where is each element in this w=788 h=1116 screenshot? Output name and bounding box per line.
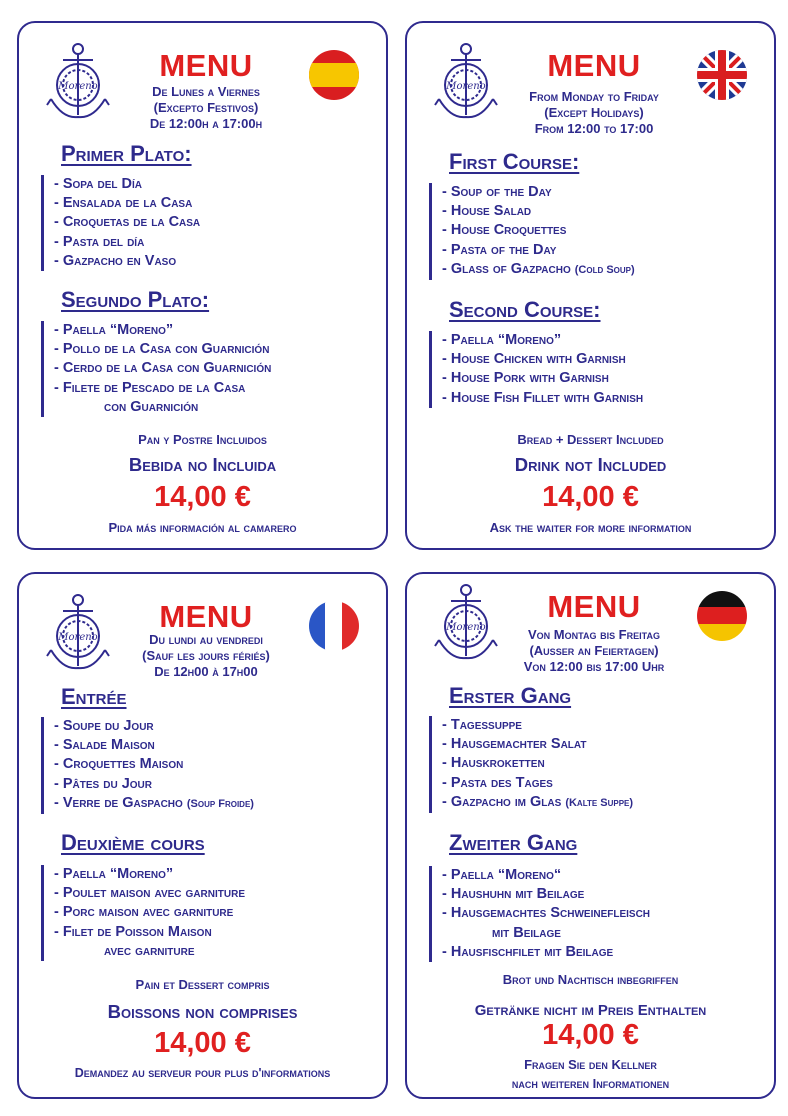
list-item: - Hausgemachtes Schweinefleisch — [442, 905, 651, 922]
list-item: mit Beilage — [492, 924, 561, 941]
waiter-info: Demandez au serveur pour plus d'informations — [74, 1066, 331, 1080]
menu-title: MENU — [159, 599, 253, 634]
list-item: - Hausfischfilet mit Beilage — [442, 943, 614, 960]
drink-note: Drink not Included — [514, 454, 667, 475]
second-course-title: Second Course: — [449, 297, 601, 322]
menu-card-german — [405, 572, 776, 1099]
menu-title: MENU — [547, 48, 641, 83]
included-note: Pan y Postre Incluidos — [138, 432, 267, 447]
included-note: Pain et Dessert compris — [135, 977, 270, 992]
included-note: Brot und Nachtisch inbegriffen — [502, 972, 679, 987]
spain-flag-icon — [308, 49, 360, 101]
anchor-logo-icon — [431, 41, 501, 123]
price: 14,00 € — [154, 1027, 251, 1059]
list-item: - Haushuhn mit Beilage — [442, 886, 585, 903]
list-item: - Croquetas de la Casa — [54, 214, 201, 231]
list-item: - Verre de Gaspacho (Soup Froide) — [54, 794, 254, 811]
price: 14,00 € — [154, 481, 251, 513]
uk-flag-icon — [696, 49, 748, 101]
price: 14,00 € — [542, 481, 639, 513]
list-item: - Paella “Moreno” — [442, 332, 562, 348]
list-item: - Paella “Moreno“ — [442, 867, 562, 883]
list-item: - Croquettes Maison — [54, 756, 184, 773]
price: 14,00 € — [542, 1019, 639, 1051]
list-item: - House Chicken with Garnish — [442, 351, 626, 368]
list-item: - Paella “Moreno” — [54, 866, 174, 882]
menu-card-spanish — [17, 21, 388, 550]
list-item: avec garniture — [104, 942, 195, 959]
svg-text:Moreno: Moreno — [446, 81, 486, 92]
anchor-logo-icon — [43, 41, 113, 123]
second-course-list — [41, 321, 271, 417]
menu-schedule: Von Montag bis Freitag (Außer an Feiertagen) Von 12:00 bis 17:00 Uhr — [523, 627, 665, 674]
menu-schedule: From Monday to Friday (Except Holidays) From 12:00 to 17:00 — [529, 89, 659, 136]
svg-text:Moreno: Moreno — [58, 81, 98, 92]
anchor-logo-icon — [431, 582, 501, 664]
first-course-list — [429, 716, 633, 813]
menu-card-english — [405, 21, 776, 550]
svg-text:Moreno: Moreno — [58, 632, 98, 643]
menu-schedule: Du lundi au vendredi (Sauf les jours fériés) De 12h00 à 17h00 — [142, 632, 270, 679]
second-course-list — [429, 331, 643, 408]
list-item: - Hausgemachter Salat — [442, 736, 587, 753]
waiter-info: Fragen Sie den Kellner — [524, 1057, 657, 1072]
list-item: - Filete de Pescado de la Casa — [54, 379, 246, 396]
list-item: con Guarnición — [104, 398, 199, 415]
menu-title: MENU — [547, 589, 641, 624]
menu-title: MENU — [159, 48, 253, 83]
menu-schedule: De Lunes a Viernes (Excepto Festivos) De 12:00h a 17:00h — [149, 84, 263, 131]
list-item: - Soup of the Day — [442, 184, 552, 200]
list-item: - Porc maison avec garniture — [54, 904, 234, 921]
list-item: - Ensalada de la Casa — [54, 195, 193, 212]
list-item: - Pollo de la Casa con Guarnición — [54, 341, 270, 358]
list-item: - House Croquettes — [442, 222, 567, 239]
list-item: - House Pork with Garnish — [442, 370, 609, 387]
svg-text:Moreno: Moreno — [446, 622, 486, 633]
list-item: - Sopa del Día — [54, 176, 142, 192]
first-course-title: First Course: — [449, 149, 580, 174]
list-item: - Glass of Gazpacho (Cold Soup) — [442, 260, 635, 277]
anchor-logo-icon — [43, 592, 113, 674]
drink-note: Boissons non comprises — [107, 1001, 298, 1022]
second-course-list — [41, 865, 245, 961]
list-item: - Cerdo de la Casa con Guarnición — [54, 360, 272, 377]
second-course-list — [429, 866, 650, 962]
waiter-info: Pida más información al camarero — [108, 520, 297, 535]
list-item: - Pasta des Tages — [442, 774, 553, 791]
first-course-title: Erster Gang — [449, 683, 572, 708]
list-item: - Hauskroketten — [442, 755, 545, 772]
list-item: - Salade Maison — [54, 737, 155, 754]
first-course-list — [41, 717, 254, 814]
list-item: - Tagessuppe — [442, 717, 522, 733]
item-note: (Soup Froide) — [186, 797, 254, 810]
list-item: - Pasta del día — [54, 233, 145, 250]
waiter-info: Ask the waiter for more information — [489, 520, 692, 535]
second-course-title: Segundo Plato: — [61, 287, 210, 312]
item-note: (Cold Soup) — [574, 263, 635, 276]
waiter-info-2: nach weiteren Informationen — [511, 1076, 670, 1091]
first-course-title: Entrée — [61, 684, 127, 709]
second-course-title: Deuxième cours — [61, 830, 205, 855]
list-item: - Gazpacho im Glas (Kalte Suppe) — [442, 793, 634, 810]
list-item: - Gazpacho en Vaso — [54, 252, 177, 269]
included-note: Bread + Dessert Included — [517, 432, 664, 447]
item-note: (Kalte Suppe) — [565, 796, 634, 809]
second-course-title: Zweiter Gang — [449, 830, 578, 855]
first-course-title: Primer Plato: — [61, 141, 192, 166]
france-flag-icon — [308, 600, 360, 652]
list-item: - Pasta of the Day — [442, 241, 557, 258]
list-item: - Pâtes du Jour — [54, 775, 152, 792]
list-item: - House Fish Fillet with Garnish — [442, 389, 644, 406]
list-item: - House Salad — [442, 203, 532, 220]
list-item: - Paella “Moreno” — [54, 322, 174, 338]
list-item: - Poulet maison avec garniture — [54, 885, 245, 902]
list-item: - Soupe du Jour — [54, 718, 154, 734]
list-item: - Filet de Poisson Maison — [54, 923, 212, 940]
germany-flag-icon — [696, 590, 748, 642]
drink-note: Bebida no Incluida — [128, 454, 277, 475]
first-course-list — [429, 183, 635, 280]
first-course-list — [41, 175, 200, 271]
menu-card-french — [17, 572, 388, 1099]
drink-note: Getränke nicht im Preis Enthalten — [474, 1002, 707, 1019]
